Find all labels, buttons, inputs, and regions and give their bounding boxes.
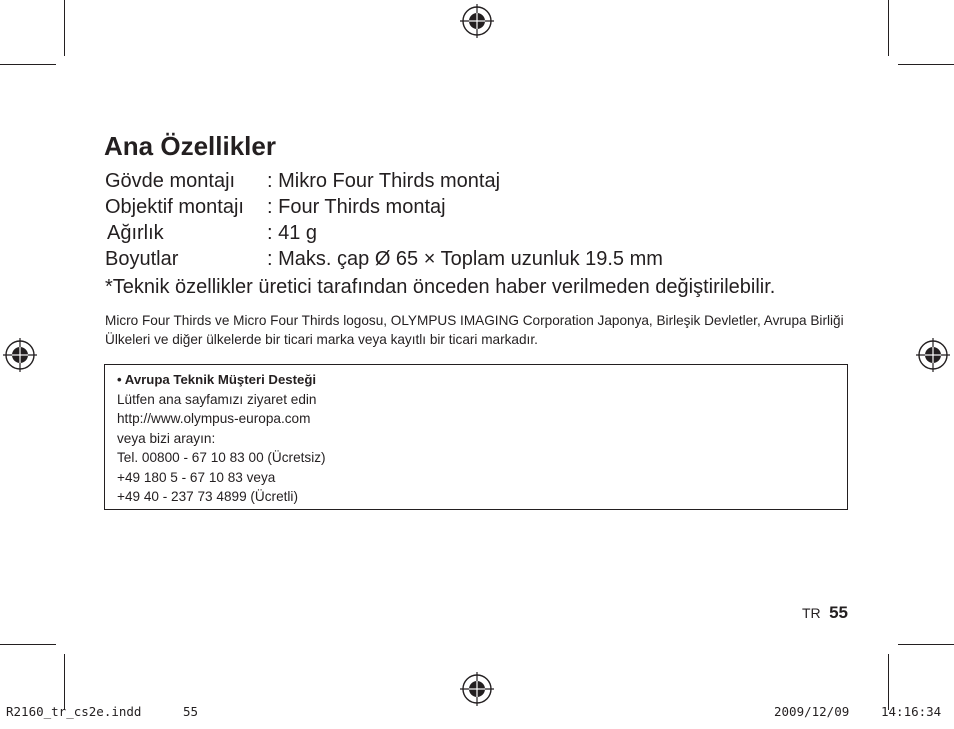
- spec-value: : 41 g: [267, 222, 318, 244]
- spec-label: Boyutlar: [105, 248, 179, 270]
- slug-time: 14:16:34: [881, 704, 942, 719]
- registration-mark-icon: [460, 672, 494, 706]
- crop-mark-icon: [0, 64, 56, 65]
- crop-mark-icon: [888, 0, 889, 56]
- registration-mark-icon: [3, 338, 37, 372]
- crop-mark-icon: [898, 64, 954, 65]
- spec-value: : Maks. çap Ø 65 × Toplam uzunluk 19.5 mm: [267, 248, 663, 270]
- trademark-notice: Micro Four Thirds ve Micro Four Thirds logosu, OLYMPUS IMAGING Corporation Japonya, Birleşik Devletler, Avrupa Birliği Ülkeleri ve diğer ülkelerde bir ticari marka veya kayıtlı bir ticari markadır.: [105, 313, 844, 347]
- slug-date: 2009/12/09: [774, 704, 850, 719]
- spec-value: : Mikro Four Thirds montaj: [267, 170, 501, 192]
- page-language: TR: [801, 605, 821, 621]
- support-line: veya bizi arayın:: [117, 430, 216, 446]
- crop-mark-icon: [898, 644, 954, 645]
- slug-filename: R2160_tr_cs2e.indd: [6, 704, 142, 719]
- support-phone: +49 180 5 - 67 10 83 veya: [117, 469, 276, 485]
- spec-label: Ağırlık: [107, 222, 164, 244]
- crop-mark-icon: [888, 654, 889, 710]
- registration-mark-icon: [916, 338, 950, 372]
- support-heading: • Avrupa Teknik Müşteri Desteği: [117, 372, 317, 387]
- slug-page: 55: [183, 704, 199, 719]
- crop-mark-icon: [64, 0, 65, 56]
- support-url: http://www.olympus-europa.com: [117, 411, 311, 426]
- page-number: [802, 603, 848, 623]
- registration-mark-icon: [460, 4, 494, 38]
- support-lines: [117, 370, 326, 507]
- page-title: Ana Özellikler: [104, 131, 276, 161]
- support-phone: Tel. 00800 - 67 10 83 00 (Ücretsiz): [117, 450, 326, 465]
- crop-mark-icon: [64, 654, 65, 710]
- spec-label: Gövde montajı: [105, 170, 236, 192]
- support-line: Lütfen ana sayfamızı ziyaret edin: [117, 391, 317, 407]
- spec-label: Objektif montajı: [105, 196, 244, 218]
- page-num: 55: [829, 603, 848, 622]
- crop-mark-icon: [0, 644, 56, 645]
- spec-value: : Four Thirds montaj: [267, 196, 446, 218]
- support-phone: +49 40 - 237 73 4899 (Ücretli): [117, 489, 298, 504]
- spec-change-note: *Teknik özellikler üretici tarafından önceden haber verilmeden değiştirilebilir.: [105, 276, 776, 298]
- support-info-box: [104, 364, 848, 510]
